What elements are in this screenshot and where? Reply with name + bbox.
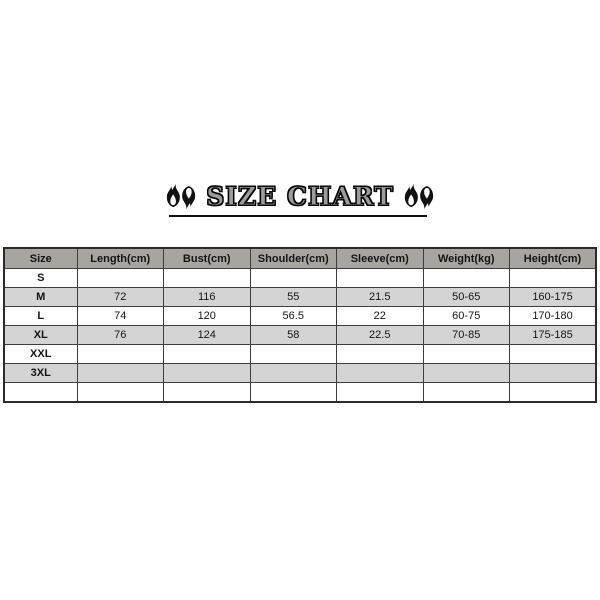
page-title: SIZE CHART — [206, 182, 394, 212]
size-label-cell: S — [4, 269, 77, 288]
value-cell: 116 — [164, 288, 251, 307]
size-label-cell: XXL — [4, 345, 77, 364]
value-cell — [337, 364, 424, 383]
size-chart-table — [3, 247, 597, 403]
value-cell: 76 — [77, 326, 164, 345]
size-label-cell: XL — [4, 326, 77, 345]
value-cell: 56.5 — [250, 307, 337, 326]
title-banner — [0, 183, 600, 211]
value-cell: 124 — [164, 326, 251, 345]
value-cell: 160-175 — [510, 288, 597, 307]
value-cell — [337, 269, 424, 288]
value-cell: 50-65 — [423, 288, 510, 307]
value-cell: 175-185 — [510, 326, 597, 345]
size-label-cell: L — [4, 307, 77, 326]
table-row-3xl — [4, 364, 596, 383]
column-header-sleeve-cm: Sleeve(cm) — [337, 248, 424, 269]
table-row-l — [4, 307, 596, 326]
value-cell: 55 — [250, 288, 337, 307]
size-label-cell: M — [4, 288, 77, 307]
value-cell — [250, 269, 337, 288]
value-cell: 60-75 — [423, 307, 510, 326]
value-cell: 22.5 — [337, 326, 424, 345]
value-cell — [510, 383, 597, 403]
value-cell — [77, 383, 164, 403]
value-cell — [423, 383, 510, 403]
value-cell — [423, 364, 510, 383]
table-row-xxl — [4, 345, 596, 364]
double-flame-icon — [401, 183, 437, 211]
value-cell — [510, 364, 597, 383]
size-label-cell: 3XL — [4, 364, 77, 383]
value-cell: 70-85 — [423, 326, 510, 345]
value-cell: 72 — [77, 288, 164, 307]
value-cell — [510, 269, 597, 288]
value-cell — [164, 383, 251, 403]
table-row-m — [4, 288, 596, 307]
value-cell — [510, 345, 597, 364]
value-cell: 22 — [337, 307, 424, 326]
table-header-row — [4, 248, 596, 269]
value-cell — [164, 269, 251, 288]
column-header-length-cm: Length(cm) — [77, 248, 164, 269]
value-cell: 120 — [164, 307, 251, 326]
value-cell — [250, 345, 337, 364]
value-cell — [337, 345, 424, 364]
value-cell: 170-180 — [510, 307, 597, 326]
value-cell — [77, 364, 164, 383]
value-cell — [250, 383, 337, 403]
table-header — [4, 248, 596, 269]
column-header-shoulder-cm: Shoulder(cm) — [250, 248, 337, 269]
value-cell: 21.5 — [337, 288, 424, 307]
value-cell — [77, 269, 164, 288]
value-cell — [337, 383, 424, 403]
value-cell — [164, 364, 251, 383]
column-header-height-cm: Height(cm) — [510, 248, 597, 269]
value-cell: 74 — [77, 307, 164, 326]
column-header-weight-kg: Weight(kg) — [423, 248, 510, 269]
title-underline — [169, 215, 427, 217]
value-cell — [423, 345, 510, 364]
column-header-size: Size — [4, 248, 77, 269]
column-header-bust-cm: Bust(cm) — [164, 248, 251, 269]
value-cell — [250, 364, 337, 383]
table-row-s — [4, 269, 596, 288]
table-row-xl — [4, 326, 596, 345]
double-flame-icon — [163, 183, 199, 211]
table-row-empty — [4, 383, 596, 403]
value-cell: 58 — [250, 326, 337, 345]
value-cell — [77, 345, 164, 364]
size-label-cell — [4, 383, 77, 403]
value-cell — [164, 345, 251, 364]
value-cell — [423, 269, 510, 288]
